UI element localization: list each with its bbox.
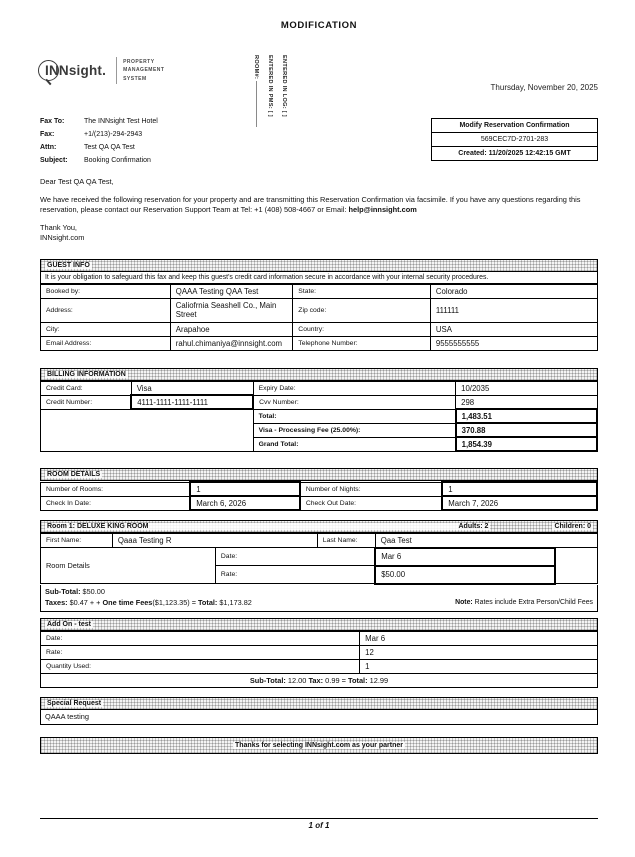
- addon-rate-label: Rate:: [41, 646, 360, 660]
- letter-paragraph: [40, 195, 598, 215]
- billing-header-label: BILLING INFORMATION: [47, 370, 126, 378]
- fax-number-label: Fax:: [40, 131, 55, 138]
- addon-total-value: 12.99: [367, 676, 389, 686]
- cvv-label: Cvv Number:: [253, 395, 456, 409]
- page-footer: [40, 818, 598, 830]
- guest-info-header-label: GUEST INFO: [47, 261, 90, 269]
- expiry-label: Expiry Date:: [253, 381, 456, 395]
- number-of-rooms-label: Number of Rooms:: [41, 482, 191, 496]
- room1-taxes-value: $0.47 + +: [67, 597, 103, 607]
- logo-wordmark: [42, 63, 106, 78]
- room-details-header-bar: [40, 468, 598, 481]
- table-row: [41, 674, 598, 688]
- confirmation-number: 569CEC7D-2701-283: [432, 133, 597, 147]
- security-notice: It is your obligation to safeguard this fax and keep this guest's credit card information secure in accordance with your internal security procedures.: [40, 272, 598, 284]
- table-row: [41, 548, 598, 566]
- table-row: [41, 646, 598, 660]
- rate-label: Rate:: [215, 566, 375, 584]
- subject-label: Subject:: [40, 157, 68, 164]
- room1-fees-value: ($1,123.35) =: [152, 597, 199, 607]
- room1-total-value: $1,173.82: [217, 597, 252, 607]
- guest-info-table: [40, 284, 598, 351]
- room1-children: Children: 0: [554, 523, 591, 531]
- booked-by-value: QAAA Testing QAA Test: [170, 284, 293, 298]
- addon-tax-label: Tax:: [308, 676, 324, 686]
- subject-value: Booking Confirmation: [84, 157, 151, 164]
- entered-in-pms-stamp: ENTERED IN PMS: [ ]: [267, 55, 273, 117]
- grand-total-value: 1,854.39: [456, 437, 597, 451]
- logo-brand-text: INNsight.: [45, 63, 107, 78]
- salutation: Dear Test QA QA Test,: [40, 177, 114, 186]
- city-value: Arapahoe: [170, 322, 293, 336]
- rates-note-text: Rates include Extra Person/Child Fees: [472, 598, 593, 606]
- first-name-value: Qaaa Testing R: [112, 534, 317, 548]
- document-header: [40, 37, 598, 117]
- billing-table: [40, 381, 598, 453]
- processing-fee-value: 370.88: [456, 423, 597, 437]
- billing-blank-cell: [41, 409, 254, 451]
- addon-table: [40, 631, 598, 688]
- credit-number-label: Credit Number:: [41, 395, 132, 409]
- zip-value: 111111: [430, 298, 597, 322]
- country-label: Country:: [293, 322, 431, 336]
- state-value: Colorado: [430, 284, 597, 298]
- reservation-confirmation-box: [431, 118, 598, 161]
- logo-divider: [116, 57, 117, 84]
- credit-card-value: Visa: [131, 381, 253, 395]
- special-request-section: [40, 697, 598, 725]
- first-name-label: First Name:: [41, 534, 113, 548]
- fax-number-value: +1/(213)-294-2943: [84, 131, 143, 138]
- page-number: 1 of 1: [308, 821, 330, 830]
- room-details-table: [40, 481, 598, 511]
- check-out-label: Check Out Date:: [300, 496, 442, 510]
- addon-quantity-value: 1: [360, 660, 598, 674]
- entered-in-log-stamp: ENTERED IN LOG: [ ]: [281, 55, 287, 117]
- check-out-value: March 7, 2026: [442, 496, 597, 510]
- logo-tagline-line2: MANAGEMENT: [123, 67, 165, 74]
- room1-title: Room 1: DELUXE KING ROOM: [45, 523, 456, 530]
- document-date: Thursday, November 20, 2025: [490, 83, 598, 92]
- addon-section: [40, 618, 598, 688]
- confirmation-created-timestamp: Created: 11/20/2025 12:42:15 GMT: [458, 150, 571, 157]
- room1-header-bar: [40, 520, 598, 533]
- city-label: City:: [41, 322, 171, 336]
- attn-value: Test QA QA Test: [84, 144, 135, 151]
- email-value: rahul.chimaniya@innsight.com: [170, 336, 293, 350]
- room1-subtotal-line: [45, 587, 593, 598]
- fax-addressing-band: [40, 115, 598, 171]
- special-request-header-label: Special Request: [47, 700, 102, 708]
- last-name-label: Last Name:: [317, 534, 375, 548]
- phone-label: Telephone Number:: [293, 336, 431, 350]
- room-details-section: [40, 468, 598, 511]
- table-row: [41, 395, 598, 409]
- room1-empty-cell: [555, 548, 598, 584]
- room1-section: [40, 520, 598, 612]
- table-row: [41, 322, 598, 336]
- table-row: [41, 336, 598, 350]
- room1-table: [40, 533, 598, 585]
- rates-note: [455, 598, 593, 608]
- zip-label: Zip code:: [293, 298, 431, 322]
- room1-taxes-line: [45, 598, 593, 609]
- table-row: [41, 381, 598, 395]
- addon-date-value: Mar 6: [360, 632, 598, 646]
- table-row: [41, 298, 598, 322]
- email-label: Email Address:: [41, 336, 171, 350]
- fax-to-label: Fax To:: [40, 118, 65, 125]
- document-title: MODIFICATION: [280, 20, 358, 31]
- rate-date-label: Date:: [215, 548, 375, 566]
- credit-card-label: Credit Card:: [41, 381, 132, 395]
- logo-tagline-line1: PROPERTY: [123, 58, 155, 65]
- addon-header-bar: [40, 618, 598, 631]
- table-row: [41, 284, 598, 298]
- room1-total-label: Total:: [198, 597, 218, 607]
- addon-header-label: Add On - test: [47, 621, 91, 629]
- room1-taxes-label: Taxes:: [45, 597, 68, 607]
- phone-value: 9555555555: [430, 336, 597, 350]
- room-details-header-label: ROOM DETAILS: [47, 471, 101, 479]
- thanks-banner: [40, 737, 598, 754]
- country-value: USA: [430, 322, 597, 336]
- letter-text: We have received the following reservation for your property and are transmitting this Reservation Confirmation via facsimile. If you have any questions regarding this reservation, please contact our Reservation Support Team at Tel: +1 (408) 508-4667 or Email:: [40, 194, 581, 214]
- number-of-rooms-value: 1: [190, 482, 300, 496]
- table-row: [41, 632, 598, 646]
- addon-subtotal-value: 12.00: [285, 676, 309, 686]
- number-of-nights-label: Number of Nights:: [300, 482, 442, 496]
- billing-header-bar: [40, 368, 598, 381]
- support-email-link[interactable]: help@innsight.com: [348, 204, 417, 214]
- table-row: [41, 534, 598, 548]
- table-row: [41, 409, 598, 423]
- table-row: [41, 496, 598, 510]
- rate-value: $50.00: [375, 566, 554, 584]
- check-in-label: Check In Date:: [41, 496, 191, 510]
- addon-totals-row: [41, 674, 598, 688]
- addon-total-label: Total:: [348, 676, 368, 686]
- cvv-value: 298: [456, 395, 597, 409]
- addon-subtotal-label: Sub-Total:: [249, 676, 286, 686]
- special-request-value: QAAA testing: [40, 710, 598, 725]
- addon-date-label: Date:: [41, 632, 360, 646]
- booked-by-label: Booked by:: [41, 284, 171, 298]
- addon-quantity-label: Quantity Used:: [41, 660, 360, 674]
- confirmation-box-title: Modify Reservation Confirmation: [432, 119, 597, 133]
- room1-subtotal-value: $50.00: [80, 586, 105, 596]
- thank-you-line: Thank You,: [40, 222, 77, 232]
- room1-fees-label: One time Fees: [102, 597, 153, 607]
- rate-date-value: Mar 6: [375, 548, 554, 566]
- logo-tagline-line3: SYSTEM: [123, 75, 147, 82]
- processing-fee-label: Visa - Processing Fee (25.00%):: [253, 423, 456, 437]
- expiry-value: 10/2035: [456, 381, 597, 395]
- address-label: Address:: [41, 298, 171, 322]
- guest-info-header-bar: [40, 259, 598, 272]
- address-value: Caliofrnia Seashell Co., Main Street: [170, 298, 293, 322]
- number-of-nights-value: 1: [442, 482, 597, 496]
- check-in-value: March 6, 2026: [190, 496, 300, 510]
- innsight-logo: [42, 57, 164, 84]
- table-row: [41, 660, 598, 674]
- total-label: Total:: [253, 409, 456, 423]
- grand-total-label: Grand Total:: [253, 437, 456, 451]
- room1-subtotal-block: [40, 585, 598, 612]
- table-row: [41, 482, 598, 496]
- attn-label: Attn:: [40, 144, 57, 151]
- letter-body: [40, 177, 598, 243]
- rates-note-label: Note:: [455, 598, 473, 606]
- magnifier-icon: [38, 60, 59, 81]
- addon-rate-value: 12: [360, 646, 598, 660]
- room1-adults: Adults: 2: [458, 523, 489, 531]
- billing-section: [40, 368, 598, 453]
- room1-subtotal-label: Sub-Total:: [45, 586, 81, 596]
- fax-document: [40, 20, 598, 754]
- room-number-stamp-label: ROOM#:: [253, 55, 259, 80]
- state-label: State:: [293, 284, 431, 298]
- signature-line: INNsight.com: [40, 232, 85, 242]
- thanks-banner-text: Thanks for selecting INNsight.com as your partner: [234, 742, 404, 750]
- fax-to-value: The INNsight Test Hotel: [84, 118, 158, 125]
- special-request-header-bar: [40, 697, 598, 710]
- guest-info-section: [40, 259, 598, 351]
- last-name-value: Qaa Test: [375, 534, 597, 548]
- credit-number-value: 4111-1111-1111-1111: [131, 395, 253, 409]
- total-value: 1,483.51: [456, 409, 597, 423]
- room-details-cell-label: Room Details: [41, 548, 216, 584]
- logo-tagline: [123, 58, 164, 84]
- addon-tax-value: 0.99 =: [323, 676, 348, 686]
